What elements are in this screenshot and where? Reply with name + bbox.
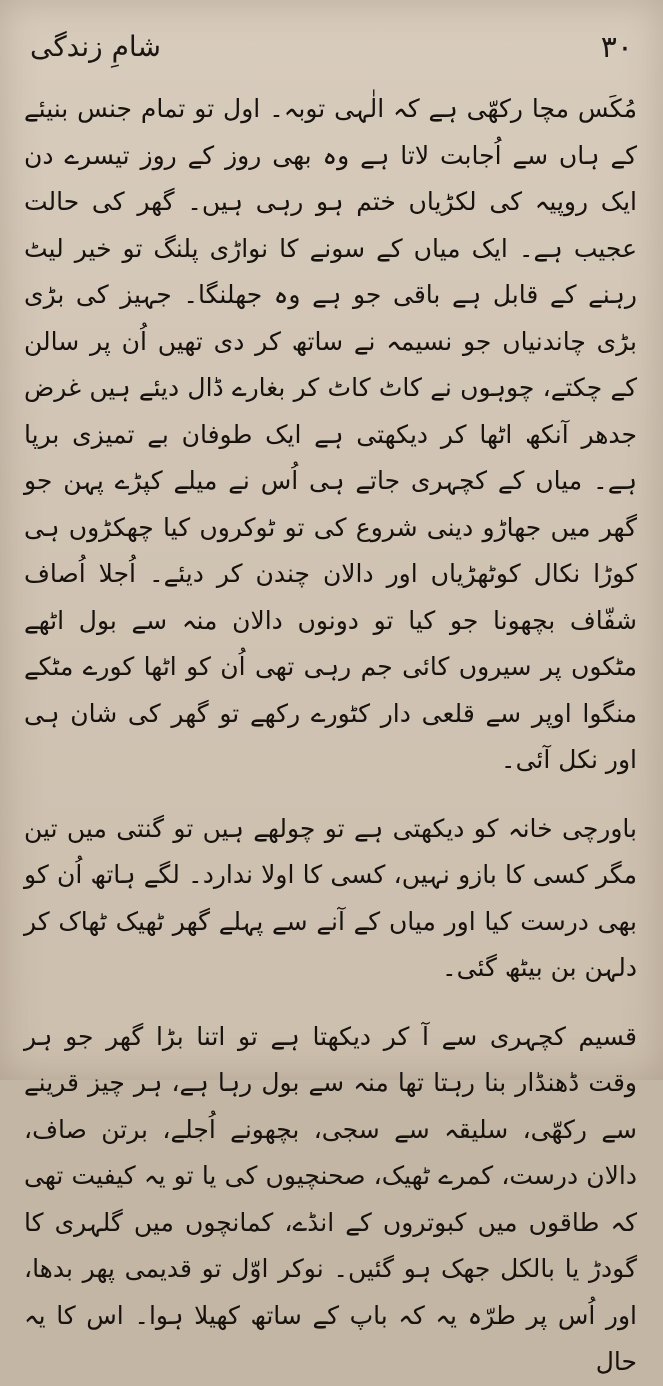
running-title: شامِ زندگی bbox=[30, 30, 161, 63]
paragraph-2: باورچی خانہ کو دیکھتی ہے تو چولھے ہیں تو گنتی میں تین مگر کسی کا بازو نہیں، کسی کا اولا ندارد۔ لگے ہاتھ اُن کو بھی درست کیا اور میاں کے آنے سے پہلے گھر ٹھیک ٹھاک کر دلہن بن بیٹھ گئی۔ bbox=[24, 813, 637, 982]
page-number: ۳۰ bbox=[600, 30, 633, 65]
paragraph-1: مُکَس مچا رکھّی ہے کہ الٰہی توبہ۔ اول تو تمام جنس بنیئے کے ہاں سے اُجابت لاتا ہے وہ بھی روز کے روز تیسرے دن ایک روپیہ کی لکڑیاں ختم ہو رہی ہیں۔ گھر کی حالت عجیب ہے۔ ایک میاں کے سونے کا نواڑی پلنگ تو خیر لیٹ رہنے کے قابل ہے باقی جو ہے وہ جھلنگا۔ جہیز کی بڑی بڑی چاندنیاں جو نسیمہ نے ساتھ کر دی تھیں اُن پر سالن کے چکتے، چوہوں نے کاٹ کاٹ کر بغارے ڈال دیئے ہیں غرض جدھر آنکھ اٹھا کر دیکھتی ہے ایک طوفان بے تمیزی برپا ہے۔ میاں کے کچہری جاتے ہی اُس نے میلے کپڑے پہن جو گھر میں جھاڑو دینی شروع کی تو ٹوکروں کیا چھکڑوں ہی کوڑا نکال کوٹھڑیاں اور دالان چندن کر دیئے۔ اُجلا اُصاف شفّاف بچھونا جو کیا تو دونوں دالان منہ سے بول اٹھے مٹکوں پر سیروں کائی جم رہی تھی اُن کو اٹھا کورے مٹکے منگوا اوپر سے قلعی دار کٹورے رکھے تو گھر کی شان ہی اور نکل آئی۔ bbox=[24, 94, 637, 774]
page-header bbox=[22, 30, 641, 78]
body-text bbox=[24, 86, 637, 1386]
paragraph-3: قسیم کچہری سے آ کر دیکھتا ہے تو اتنا بڑا گھر جو ہر وقت ڈھنڈار بنا رہتا تھا منہ سے بول رہا ہے، ہر چیز قرینے سے رکھّی، سلیقہ سے سجی، بچھونے اُجلے، برتن صاف، دالان درست، کمرے ٹھیک، صحنچیوں کی یا تو یہ کیفیت تھی کہ طاقوں میں کبوتروں کے انڈے، کمانچوں میں گلہری کا گودڑ یا بالکل جھک ہو گئیں۔ نوکر اوّل تو قدیمی پھر بدھا، اور اُس پر طرّہ یہ کہ باپ کے ساتھ کھیلا ہوا۔ اس کا یہ حال bbox=[24, 1021, 637, 1376]
